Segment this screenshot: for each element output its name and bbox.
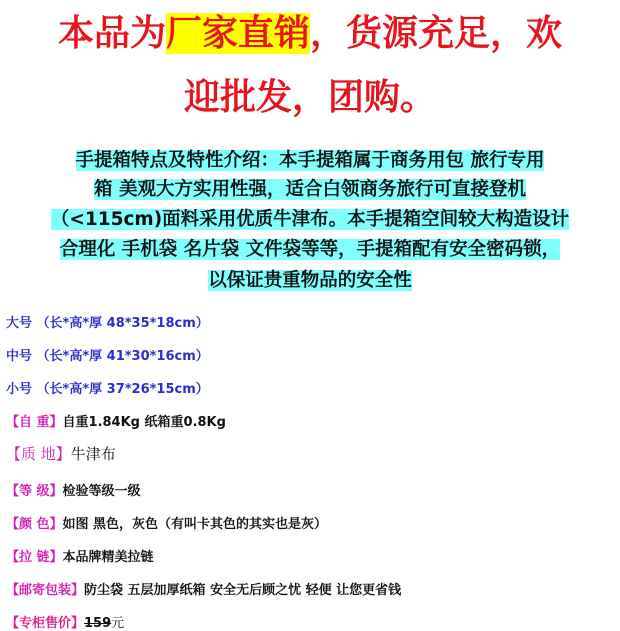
spec-packaging (6, 579, 401, 598)
intro-line-5: 以保证贵重物品的安全性 (208, 270, 412, 291)
spec-material-label: 【质 地】 (6, 445, 71, 463)
spec-material-value: 牛津布 (70, 445, 116, 463)
spec-color-value: 如图 黑色，灰色（有叫卡其色的其实也是灰） (62, 517, 328, 532)
spec-color (6, 513, 327, 532)
spec-material (6, 443, 116, 464)
spec-weight-value: 自重1.84Kg 纸箱重0.8Kg (62, 415, 226, 430)
spec-packaging-value: 防尘袋 五层加厚纸箱 安全无后顾之忧 轻便 让您更省钱 (84, 583, 402, 598)
headline-suffix: ，货源充足，欢 (310, 13, 563, 54)
spec-price-value: 159 (84, 616, 112, 631)
spec-packaging-label: 【邮寄包装】 (6, 583, 85, 598)
spec-color-label: 【颜 色】 (6, 517, 63, 532)
spec-price-unit: 元 (111, 616, 125, 631)
spec-grade (6, 480, 141, 499)
spec-zipper-label: 【拉 链】 (6, 550, 63, 565)
spec-weight-label: 【自 重】 (6, 415, 63, 430)
headline-line-2: 迎批发，团购。 (183, 77, 436, 118)
spec-price (6, 612, 124, 631)
size-small: 小号 （长*高*厚 37*26*15cm） (6, 382, 209, 397)
headline-line-1 (0, 12, 620, 56)
headline-highlight: 厂家直销 (165, 13, 310, 54)
spec-zipper (6, 546, 154, 565)
size-medium: 中号 （长*高*厚 41*30*16cm） (6, 349, 209, 364)
spec-weight (6, 411, 226, 430)
spec-zipper-value: 本品牌精美拉链 (62, 550, 154, 565)
intro-line-2: 箱 美观大方实用性强，适合白领商务旅行可直接登机 (94, 179, 526, 200)
intro-line-1: 手提箱特点及特性介绍：本手提箱属于商务用包 旅行专用 (75, 150, 545, 171)
spec-grade-label: 【等 级】 (6, 484, 63, 499)
spec-grade-value: 检验等级一级 (62, 484, 141, 499)
spec-price-label: 【专柜售价】 (6, 616, 85, 631)
intro-line-4: 合理化 手机袋 名片袋 文件袋等等，手提箱配有安全密码锁， (59, 239, 561, 260)
intro-line-3: （<115cm)面料采用优质牛津布。本手提箱空间较大构造设计 (50, 209, 570, 230)
size-large: 大号 （长*高*厚 48*35*18cm） (6, 316, 209, 331)
headline-prefix: 本品为 (57, 13, 166, 54)
